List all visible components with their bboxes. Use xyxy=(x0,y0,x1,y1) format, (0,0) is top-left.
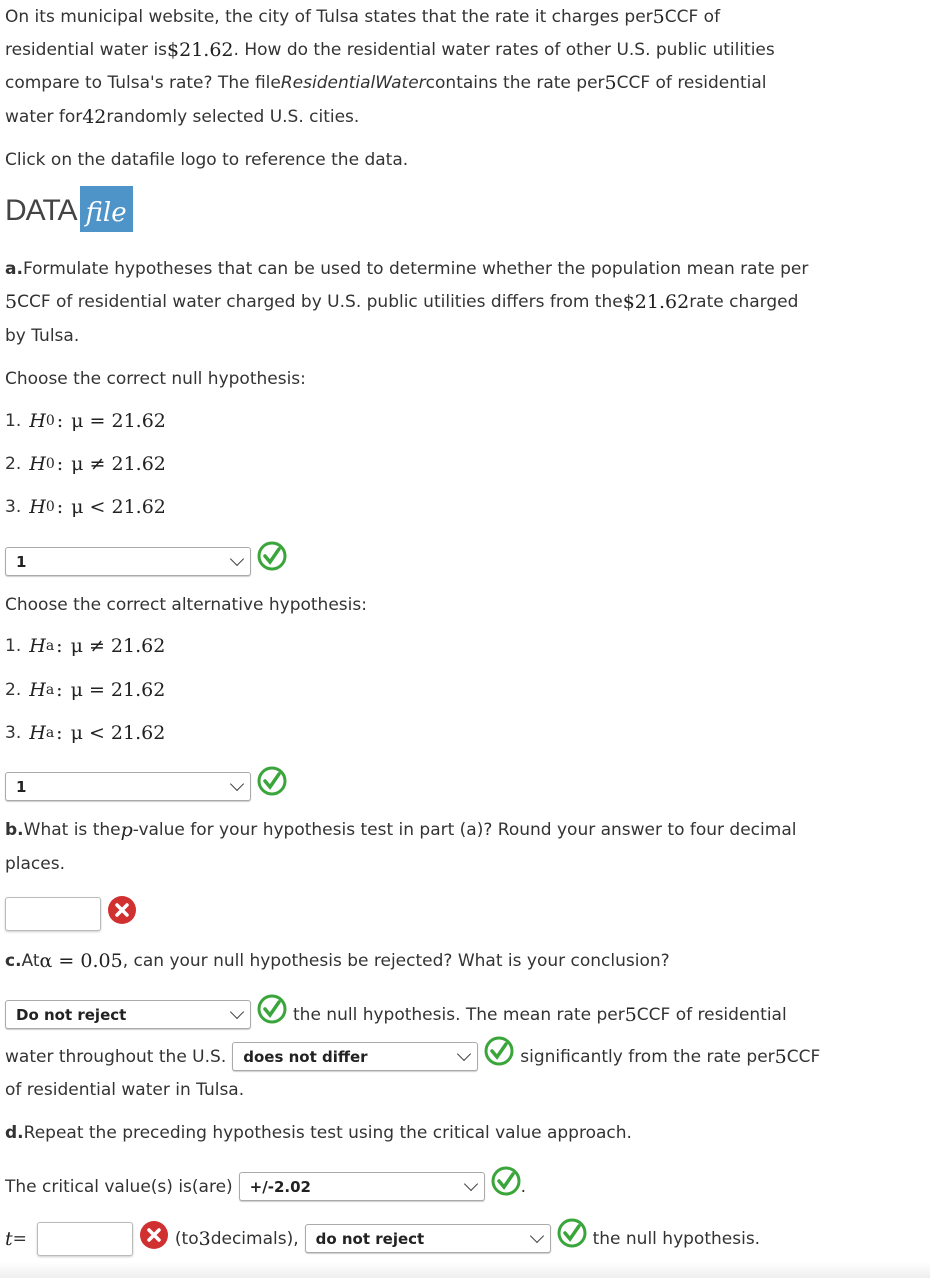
text: of residential water in Tulsa. xyxy=(5,1079,245,1100)
math: H xyxy=(29,409,46,432)
hypothesis-option xyxy=(5,447,166,480)
datafile-logo[interactable] xyxy=(5,186,133,232)
intro-line xyxy=(5,33,775,66)
colon: : xyxy=(56,452,64,475)
math: $21.62 xyxy=(622,290,690,313)
math: 0 xyxy=(45,455,55,472)
colon: : xyxy=(56,495,64,518)
part-a-line xyxy=(5,285,798,318)
text: the null hypothesis. The mean rate per xyxy=(293,1004,625,1025)
p-value-row xyxy=(5,897,143,930)
correct-check-icon xyxy=(257,541,287,571)
p-value-input[interactable] xyxy=(5,897,101,931)
colon: : xyxy=(56,678,63,701)
hypothesis-option xyxy=(5,490,166,523)
bottom-shade xyxy=(0,1262,930,1278)
chevron-down-icon xyxy=(530,1229,544,1243)
differ-select[interactable] xyxy=(232,1042,478,1071)
text: CCF of residential xyxy=(616,72,767,93)
text: water throughout the U.S. xyxy=(5,1046,227,1067)
part-label: d. xyxy=(5,1122,24,1143)
math: H xyxy=(29,678,46,701)
part-b-line xyxy=(5,813,796,846)
math: a xyxy=(45,724,55,741)
t-value-input[interactable] xyxy=(37,1222,133,1256)
part-a-line xyxy=(5,252,808,285)
text: The critical value(s) is(are) xyxy=(5,1176,233,1197)
part-c-line xyxy=(5,944,670,977)
math: 0 xyxy=(45,412,55,429)
math: 0 xyxy=(45,498,55,515)
math: 5 xyxy=(774,1045,787,1068)
selected-value: 1 xyxy=(16,552,27,571)
colon: : xyxy=(56,634,63,657)
math: p xyxy=(120,818,133,841)
text: by Tulsa. xyxy=(5,325,80,346)
t-reject-select[interactable] xyxy=(305,1224,551,1253)
part-d-line xyxy=(5,1116,632,1149)
text: On its municipal website, the city of Tulsa states that the rate it charges per xyxy=(5,6,653,27)
hypothesis-option xyxy=(5,673,165,706)
option-number: 2. xyxy=(5,679,22,700)
selected-value: +/-2.02 xyxy=(249,1177,311,1196)
correct-check-icon xyxy=(257,766,287,796)
chevron-down-icon xyxy=(230,1005,244,1019)
part-label: a. xyxy=(5,258,23,279)
text: residential water is xyxy=(5,39,168,60)
colon: : xyxy=(56,721,63,744)
math: H xyxy=(29,452,46,475)
correct-check-icon xyxy=(484,1036,514,1066)
reject-select[interactable] xyxy=(5,1000,251,1029)
math: μ = 21.62 xyxy=(70,678,166,701)
math: a xyxy=(45,681,55,698)
text: significantly from the rate per xyxy=(520,1046,775,1067)
t-row xyxy=(5,1222,760,1255)
text: CCF of xyxy=(664,6,721,27)
text: contains the rate per xyxy=(425,72,605,93)
selected-value: Do not reject xyxy=(16,1005,127,1024)
math: μ < 21.62 xyxy=(70,721,166,744)
text: Repeat the preceding hypothesis test using the critical value approach. xyxy=(23,1122,632,1143)
chevron-down-icon xyxy=(230,552,244,566)
text: What is the xyxy=(23,819,121,840)
text: . How do the residential water rates of other U.S. public utilities xyxy=(233,39,775,60)
text: CCF of residential water charged by U.S. public utilities differs from the xyxy=(17,291,623,312)
correct-check-icon xyxy=(491,1166,521,1196)
text: randomly selected U.S. cities. xyxy=(106,106,360,127)
critical-value-select[interactable] xyxy=(239,1172,485,1201)
selected-value: do not reject xyxy=(315,1229,425,1248)
text: places. xyxy=(5,853,65,874)
option-number: 1. xyxy=(5,410,22,431)
alt-select[interactable] xyxy=(5,772,251,801)
chevron-down-icon xyxy=(457,1047,471,1061)
math: μ < 21.62 xyxy=(71,495,166,518)
null-row xyxy=(5,545,293,578)
critical-row xyxy=(5,1170,526,1203)
text: compare to Tulsa's rate? The file xyxy=(5,72,281,93)
file-name: ResidentialWater xyxy=(280,72,426,93)
option-number: 3. xyxy=(5,496,22,517)
math: 5 xyxy=(652,5,665,28)
math: H xyxy=(29,634,46,657)
text: , can your null hypothesis be rejected? What is your conclusion? xyxy=(122,950,670,971)
text: decimals), xyxy=(210,1228,299,1249)
part-label: c. xyxy=(5,950,22,971)
incorrect-x-icon xyxy=(139,1220,169,1250)
text: rate charged xyxy=(689,291,799,312)
math: a xyxy=(45,637,55,654)
math: 42 xyxy=(82,105,107,128)
math: μ = 21.62 xyxy=(71,409,166,432)
text: water for xyxy=(5,106,83,127)
text: (to xyxy=(174,1228,199,1249)
option-number: 2. xyxy=(5,453,22,474)
correct-check-icon xyxy=(257,994,287,1024)
part-c-row1 xyxy=(5,998,787,1031)
text: . xyxy=(520,1176,527,1197)
text: At xyxy=(21,950,40,971)
alt-prompt: Choose the correct alternative hypothesis: xyxy=(5,594,367,615)
logo-file: file xyxy=(80,186,133,232)
selected-value: does not differ xyxy=(243,1047,368,1066)
math: H xyxy=(29,721,46,744)
hypothesis-option xyxy=(5,716,165,749)
math: 3 xyxy=(198,1227,211,1250)
null-select[interactable] xyxy=(5,547,251,576)
part-label: b. xyxy=(5,819,24,840)
text: = xyxy=(12,1228,27,1249)
chevron-down-icon xyxy=(230,777,244,791)
intro-line xyxy=(5,100,359,133)
intro-line xyxy=(5,66,767,99)
math: H xyxy=(29,495,46,518)
math: $21.62 xyxy=(167,38,234,61)
math: 5 xyxy=(5,290,18,313)
text: the null hypothesis. xyxy=(592,1228,761,1249)
text: Formulate hypotheses that can be used to determine whether the population mean rate per xyxy=(22,258,809,279)
intro-line xyxy=(5,0,720,33)
math: α = 0.05 xyxy=(39,949,123,972)
selected-value: 1 xyxy=(16,777,27,796)
text: CCF of residential xyxy=(636,1004,787,1025)
colon: : xyxy=(56,409,64,432)
math: 5 xyxy=(624,1003,637,1026)
math: μ ≠ 21.62 xyxy=(71,452,166,475)
hypothesis-option xyxy=(5,404,166,437)
correct-check-icon xyxy=(557,1218,587,1248)
option-number: 3. xyxy=(5,722,22,743)
incorrect-x-icon xyxy=(107,895,137,925)
text: CCF xyxy=(786,1046,821,1067)
null-prompt: Choose the correct null hypothesis: xyxy=(5,368,306,389)
hypothesis-option xyxy=(5,629,165,662)
math: μ ≠ 21.62 xyxy=(70,634,166,657)
alt-row xyxy=(5,770,293,803)
chevron-down-icon xyxy=(464,1177,478,1191)
part-c-row2 xyxy=(5,1040,820,1073)
math: 5 xyxy=(604,71,617,94)
text: -value for your hypothesis test in part (a)? Round your answer to four decimal xyxy=(132,819,797,840)
logo-text: DATA xyxy=(5,194,77,227)
option-number: 1. xyxy=(5,635,22,656)
click-instruction: Click on the datafile logo to reference the data. xyxy=(5,149,409,170)
math: t xyxy=(5,1227,13,1250)
